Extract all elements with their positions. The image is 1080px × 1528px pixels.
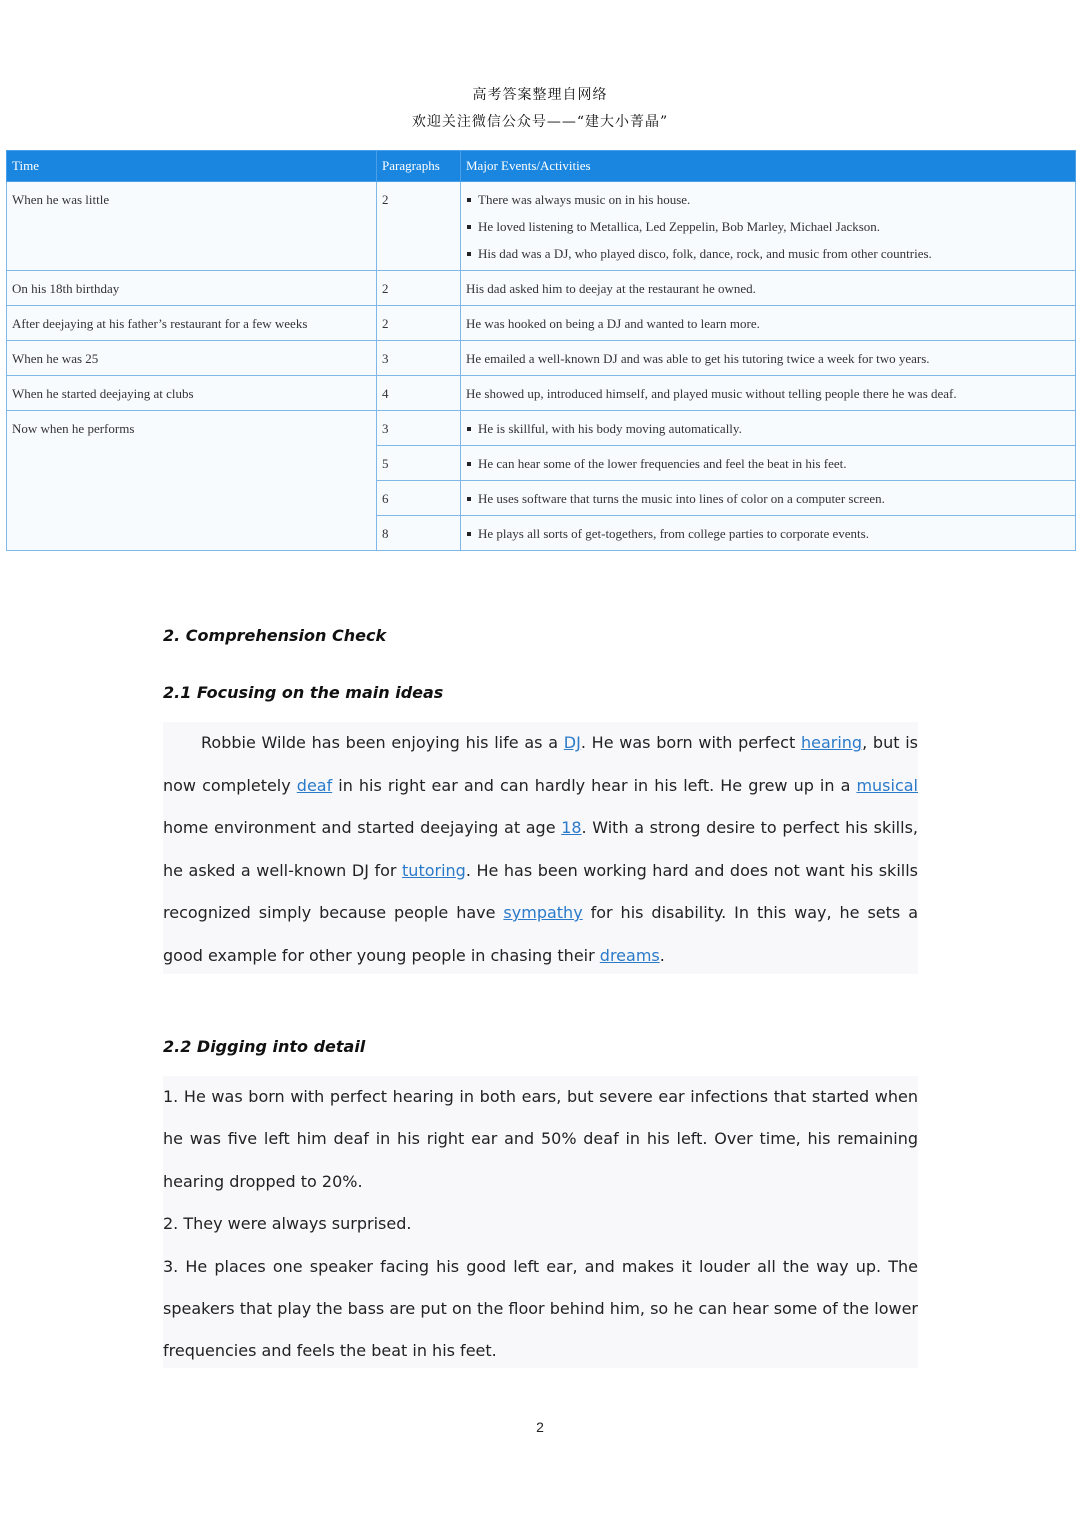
events-cell: He emailed a well-known DJ and was able to get his tutoring twice a week for two years. [461,341,1076,376]
answer-blank: DJ [563,733,581,752]
answer-blank: tutoring [402,860,466,880]
events-cell [461,411,1076,446]
paragraph-cell: 5 [377,446,461,481]
time-cell: When he started deejaying at clubs [7,376,377,411]
paragraph-cell: 8 [377,516,461,551]
event-bullet: He plays all sorts of get-togethers, from college parties to corporate events. [466,525,1070,543]
table-row [7,341,1076,376]
answer-blank: sympathy [503,903,583,922]
time-cell: When he was 25 [7,341,377,376]
events-cell [461,481,1076,516]
events-table [6,150,1076,551]
paragraph-cell: 2 [377,271,461,306]
answer-blank: deaf [296,775,333,795]
col-header-paragraphs: Paragraphs [377,151,461,182]
summary-text: for his disability. In this way, he sets a good example for other young people in chasing their [163,903,919,965]
detail-answer: 2. They were always surprised. [163,1214,412,1234]
events-cell: His dad asked him to deejay at the restaurant he owned. [461,271,1076,306]
time-cell: Now when he performs [7,411,377,551]
summary-text: . He was born with perfect [580,733,801,752]
event-bullet: He can hear some of the lower frequencies and feel the beat in his feet. [466,455,1070,473]
paragraph-cell: 4 [377,376,461,411]
paragraph-cell: 2 [377,306,461,341]
summary-text: home environment and started deejaying at age [163,818,562,837]
event-bullet: There was always music on in his house. [466,191,1070,209]
answer-blank: hearing [800,733,863,752]
answer-blank: 18 [561,818,582,837]
table-row [7,411,1076,446]
events-cell [461,516,1076,551]
table-row [7,376,1076,411]
table-row [7,306,1076,341]
detail-answer: 1. He was born with perfect hearing in both ears, but severe ear infections that started when he was five left him deaf in his right ear and 50% deaf in his left. Over time, his remaining hearing dropped to 20%. [163,1087,918,1191]
answer-blank: dreams [599,945,660,965]
events-cell [461,446,1076,481]
summary-text: . With a strong desire to perfect his skills, he asked a well-known DJ for [163,818,918,880]
summary-text: Robbie Wilde has been enjoying his life as a [201,733,564,752]
paragraph-cell: 6 [377,481,461,516]
header-wechat-note: 欢迎关注微信公众号——“建大小菁晶” [411,114,669,130]
events-cell: He was hooked on being a DJ and wanted to learn more. [461,306,1076,341]
answer-blank: musical [856,775,918,795]
col-header-events: Major Events/Activities [461,151,1076,182]
page-number: 2 [536,1419,544,1435]
events-cell [461,182,1076,271]
paragraph-cell: 3 [377,341,461,376]
section-heading-details: 2.2 Digging into detail [163,1037,366,1056]
header-source-note: 高考答案整理自网络 [472,87,608,103]
summary-text: in his right ear and can hardly hear in his left. He grew up in a [332,775,857,795]
detail-answer: 3. He places one speaker facing his good left ear, and makes it louder all the way up. The speakers that play the bass are put on the floor behind him, so he can hear some of the lower frequencies and feels the beat in his feet. [163,1256,918,1361]
event-bullet: He is skillful, with his body moving automatically. [466,420,1070,438]
event-bullet: He uses software that turns the music into lines of color on a computer screen. [466,490,1070,508]
table-header-row [7,151,1076,182]
table-row [7,271,1076,306]
summary-text: , but is now completely [163,733,919,795]
event-bullet: He loved listening to Metallica, Led Zeppelin, Bob Marley, Michael Jackson. [466,218,1070,236]
summary-text: . He has been working hard and does not want his skills recognized simply because people have [163,860,918,922]
section-heading-main-ideas: 2.1 Focusing on the main ideas [163,683,444,702]
details-answers [163,1076,918,1368]
time-cell: On his 18th birthday [7,271,377,306]
paragraph-cell: 3 [377,411,461,446]
time-cell: When he was little [7,182,377,271]
event-bullet: His dad was a DJ, who played disco, folk, dance, rock, and music from other countries. [466,245,1070,263]
time-cell: After deejaying at his father’s restaurant for a few weeks [7,306,377,341]
section-heading-comprehension: 2. Comprehension Check [163,626,387,645]
col-header-time: Time [7,151,377,182]
events-cell: He showed up, introduced himself, and played music without telling people there he was deaf. [461,376,1076,411]
summary-paragraph [163,722,918,974]
paragraph-cell: 2 [377,182,461,271]
summary-text: . [659,945,665,965]
table-row [7,182,1076,271]
